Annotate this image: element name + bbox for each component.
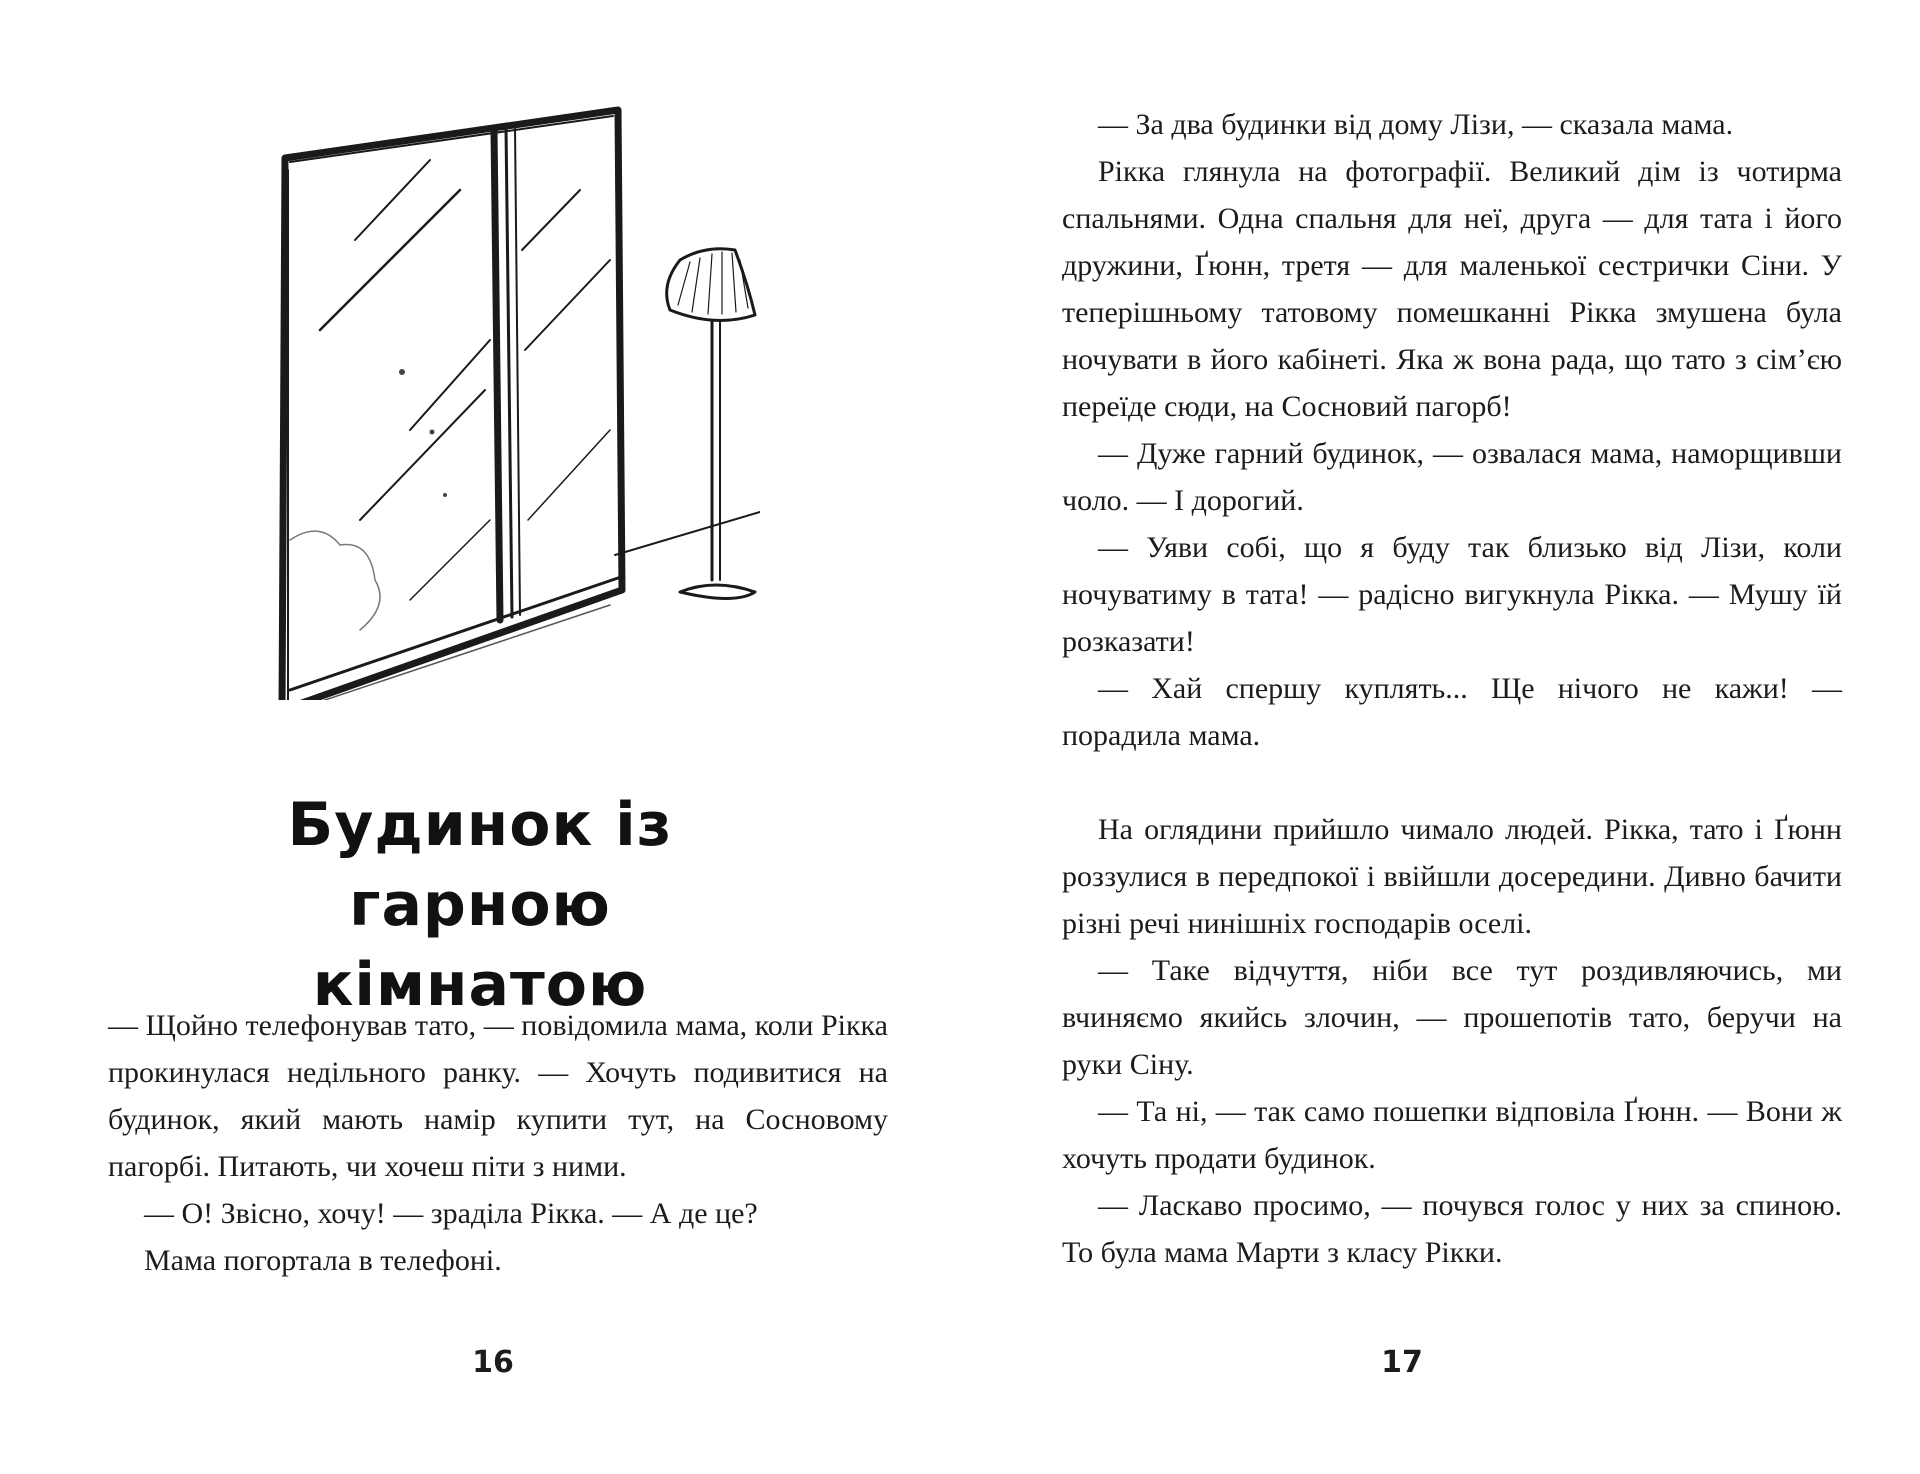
- paragraph: На оглядини прийшло чимало людей. Рікка, тато і Ґюнн роззулися в передпокої і ввійшли досередини. Дивно бачити різні речі нинішніх господарів оселі.: [1062, 813, 1842, 940]
- chapter-title: [150, 785, 810, 1025]
- window-divider: [494, 130, 500, 620]
- lamp-shade: [667, 249, 755, 321]
- right-page: [960, 0, 1920, 1474]
- paragraph: — Уяви собі, що я буду так близько від Лізи, коли ночуватиму в тата! — радісно вигукнула Рікка. — Мушу їй розказати!: [1062, 531, 1842, 658]
- paragraph: — Щойно телефонував тато, — повідомила мама, коли Рікка прокинулася недільного ранку. — Хочуть подивитися на будинок, який мають намір купити тут, на Сосновому пагорбі. Питають, чи хочеш піти з ними.: [108, 1009, 888, 1183]
- page-number: 16: [472, 1345, 514, 1380]
- lamp-base: [680, 585, 755, 599]
- paragraph: — За два будинки від дому Лізи, — сказала мама.: [1098, 108, 1734, 141]
- page-number: 17: [1381, 1345, 1423, 1380]
- chapter-title-line-2: кімнатою: [312, 950, 648, 1020]
- paragraph: — Хай спершу куплять... Ще нічого не кажи! — порадила мама.: [1062, 672, 1842, 752]
- paragraph: Рікка глянула на фотографії. Великий дім із чотирма спальнями. Одна спальня для неї, друга — для тата і його дружини, Ґюнн, третя — для маленької сестрички Сіни. У теперішньому татовому помешканні Рікка змушена була ночувати в його кабінеті. Яка ж вона рада, що тато з сім’єю переїде сюди, на Сосновий пагорб!: [1062, 155, 1842, 423]
- chapter-title-line-1: Будинок із гарною: [287, 790, 673, 940]
- paragraph: — Дуже гарний будинок, — озвалася мама, наморщивши чоло. — І дорогий.: [1062, 437, 1842, 517]
- left-page-text: [108, 1002, 888, 1284]
- paragraph: Мама погортала в телефоні.: [144, 1244, 502, 1277]
- window-lamp-illustration: [260, 100, 760, 700]
- paragraph: — О! Звісно, хочу! — зраділа Рікка. — А де це?: [144, 1197, 758, 1230]
- paragraph: — Ласкаво просимо, — почувся голос у них за спиною. То була мама Марти з класу Рікки.: [1062, 1189, 1842, 1269]
- paragraph: — Таке відчуття, ніби все тут роздивляючись, ми вчиняємо якийсь злочин, — прошепотів тато, беручи на руки Сіну.: [1062, 954, 1842, 1081]
- paragraph: — Та ні, — так само пошепки відповіла Ґюнн. — Вони ж хочуть продати будинок.: [1062, 1095, 1842, 1175]
- right-page-text: [1062, 101, 1842, 1276]
